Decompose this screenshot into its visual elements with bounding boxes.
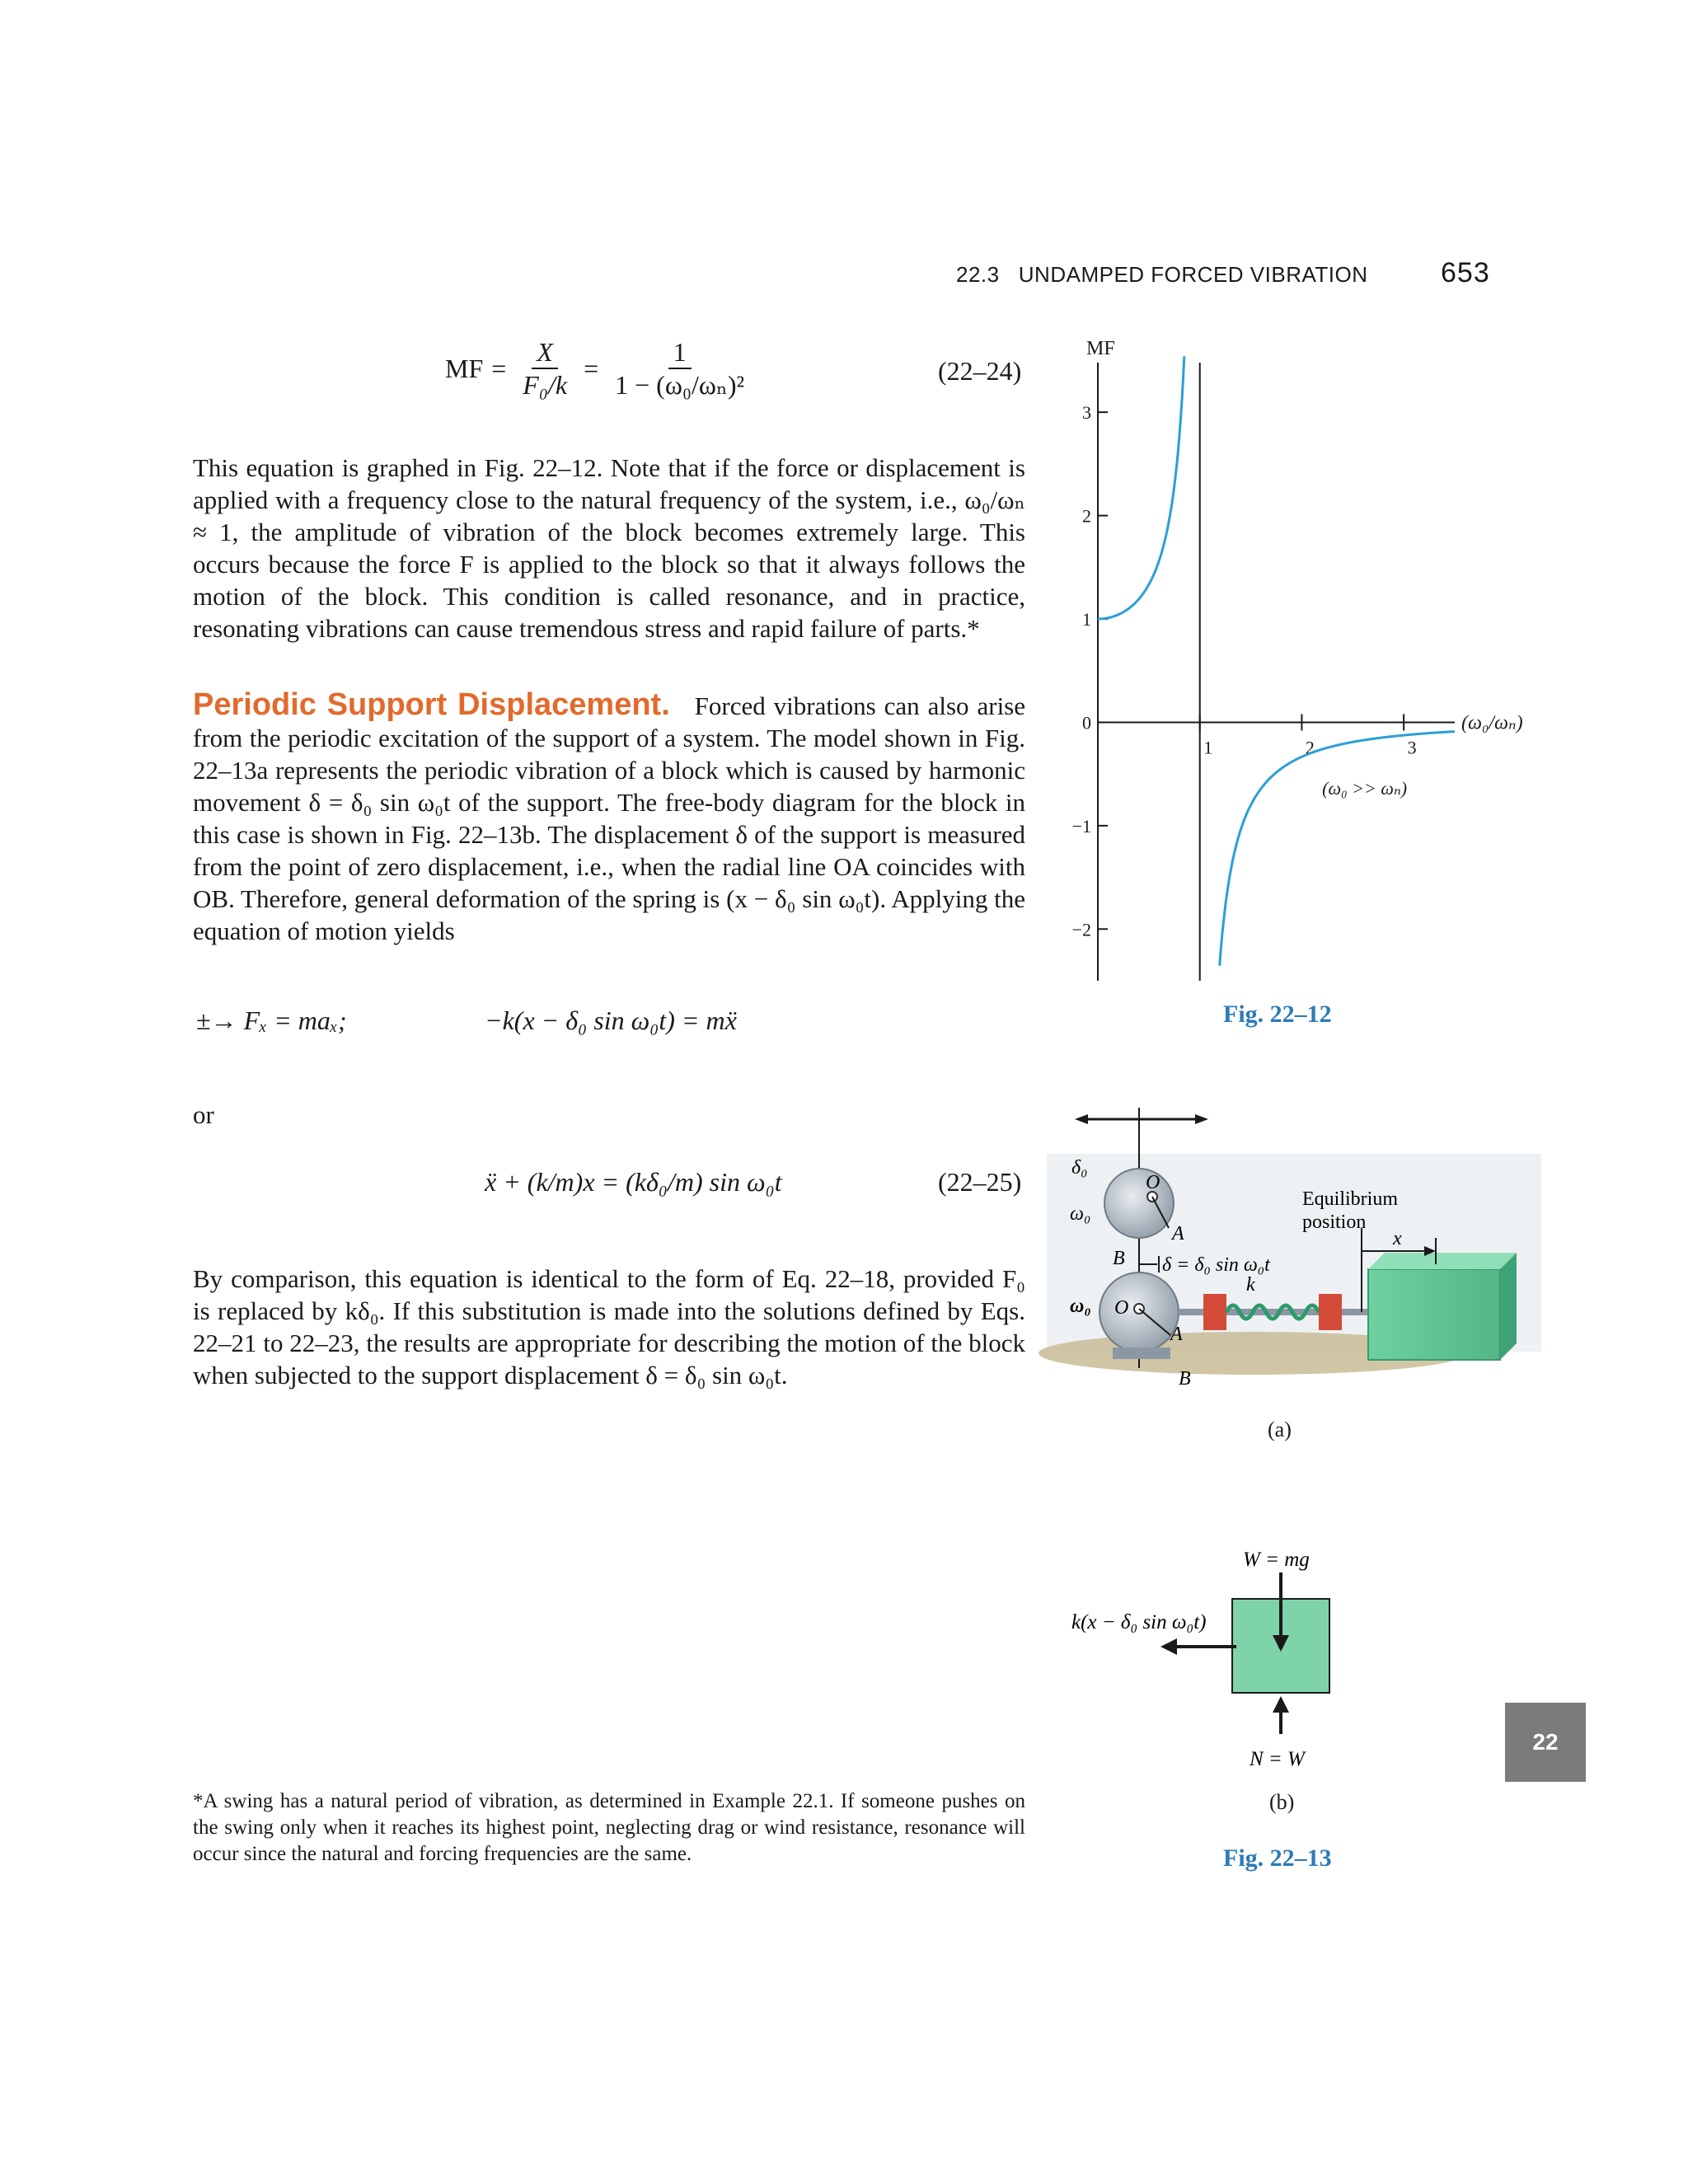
page-number: 653: [1441, 257, 1490, 288]
label-B-top: B: [1113, 1248, 1125, 1269]
arrowhead-right: [1195, 1114, 1208, 1124]
eq-fraction-2: [610, 338, 749, 399]
or-text: or: [193, 1100, 214, 1129]
footnote: *A swing has a natural period of vibration, as determined in Example 22.1. If someone pushes on the swing only when it reaches its highest point, neglecting drag or wind resistance, resonance will occur since the natural and forcing frequencies are the same.: [193, 1790, 1025, 1865]
equation-of-motion-label: ±→ Fₓ = maₓ;: [196, 1005, 347, 1035]
label-delta0: δ₀: [1071, 1157, 1088, 1179]
fbd-spring-label: k(x − δ₀ sin ω₀t): [1071, 1611, 1207, 1633]
eq-lhs: MF: [445, 353, 484, 383]
eq-den2: 1 − (ω₀/ωₙ)²: [615, 370, 745, 400]
chapter-tab: 22: [1505, 1703, 1586, 1782]
arrowhead-left: [1075, 1114, 1088, 1124]
eq-num2: 1: [668, 338, 692, 369]
figure-22-12-caption: Fig. 22–12: [1223, 1001, 1332, 1028]
figure-22-12-chart: [1055, 330, 1523, 1014]
label-omega0-lower: ω₀: [1070, 1296, 1091, 1317]
spring-mount-left: [1203, 1294, 1226, 1330]
eq-num1: X: [537, 337, 553, 367]
fbd-center-dot: [1278, 1644, 1283, 1649]
chart-annotation: (ω₀ >> ωₙ): [1322, 778, 1408, 799]
figure-22-13a-label: (a): [1268, 1418, 1292, 1441]
y-axis-label: MF: [1086, 338, 1115, 359]
label-B-lower: B: [1179, 1368, 1191, 1390]
label-O-top: O: [1146, 1172, 1160, 1193]
label-x: x: [1393, 1228, 1402, 1249]
fbd-normal-label: N = W: [1250, 1748, 1305, 1770]
y-tick-label: −1: [1071, 815, 1091, 837]
equation-number-22-25: (22–25): [938, 1167, 1022, 1197]
x-axis-label: (ω₀/ωₙ): [1461, 712, 1523, 734]
block-side: [1500, 1253, 1517, 1360]
support-base: [1113, 1347, 1170, 1359]
y-tick-label: 2: [1082, 505, 1091, 527]
figure-22-13b-label: (b): [1269, 1790, 1295, 1814]
paragraph-comparison: By comparison, this equation is identical to the form of Eq. 22–18, provided F₀ is replaced by kδ₀. If this substitution is made into the solutions defined by Eqs. 22–21 to 22–23, the results are appropriate for describing the motion of the block when subjected to the support displacement δ = δ₀ sin ω₀t.: [193, 1264, 1025, 1390]
section-heading: Periodic Support Displacement.: [193, 687, 670, 722]
x-tick-label: 2: [1305, 737, 1315, 758]
label-omega0-top: ω₀: [1070, 1203, 1091, 1225]
figure-22-13a-illustration: [1047, 1096, 1541, 1409]
label-k: k: [1246, 1274, 1255, 1296]
y-tick-label: 0: [1082, 712, 1091, 733]
fbd-spring-arrowhead: [1160, 1638, 1177, 1655]
upper-disc: [1104, 1169, 1174, 1238]
equation-22-24: MF = $\frac{X}{\text{F₀/k}}$ = $\frac{1}{\text{1 − (ω₀/ωₙ)²}}$: [445, 338, 753, 399]
section-number: 22.3: [956, 262, 1000, 287]
block-top: [1368, 1253, 1517, 1269]
label-A-lower: A: [1170, 1324, 1183, 1345]
curve-above-resonance: [1220, 732, 1455, 966]
label-A-top: A: [1172, 1223, 1184, 1244]
paragraph-support-text: Forced vibrations can also arise from the periodic excitation of the support of a system. The model shown in Fig. 22–13a represents the periodic vibration of a block which is caused by harmonic movement δ = δ₀ sin ω₀t of the support. The free-body diagram for the block in this case is shown in Fig. 22–13b. The displacement δ of the support is measured from the point of zero displacement, i.e., when the radial line OA coincides with OB. Therefore, general deformation of the spring is (x − δ₀ sin ω₀t). Applying the equation of motion yields: [193, 691, 1026, 945]
paragraph-resonance: This equation is graphed in Fig. 22–12. Note that if the force or displacement is applied with a frequency close to the natural frequency of the system, i.e., ω₀/ωₙ ≈ 1, the amplitude of vibration of the block becomes extremely large. This occurs because the force F is applied to the block so that it always follows the motion of the block. This condition is called resonance, and in practice, resonating vibrations can cause tremendous stress and rapid failure of parts.*: [193, 453, 1025, 643]
equation-number-22-24: (22–24): [938, 356, 1022, 386]
y-tick-label: 3: [1082, 402, 1091, 424]
label-delta-equation: δ = δ₀ sin ω₀t: [1162, 1254, 1270, 1276]
fbd-normal-arrowhead: [1273, 1696, 1289, 1713]
figure-22-13b-fbd: [1063, 1549, 1409, 1772]
fbd-weight-label: W = mg: [1243, 1549, 1310, 1571]
section-title: UNDAMPED FORCED VIBRATION: [1018, 262, 1368, 287]
equation-22-25: ẍ + (k/m)x = (kδ₀/m) sin ω₀t: [485, 1167, 782, 1197]
x-tick-label: 1: [1203, 737, 1213, 758]
figure-22-13-caption: Fig. 22–13: [1223, 1844, 1332, 1872]
x-tick-label: 3: [1407, 737, 1417, 758]
block: [1368, 1269, 1500, 1360]
running-head: [956, 262, 1368, 288]
label-equilibrium: Equilibrium: [1302, 1188, 1398, 1210]
curve-below-resonance: [1098, 356, 1184, 619]
eq-fraction-1: [518, 338, 572, 399]
label-O-lower: O: [1114, 1297, 1129, 1319]
spring-mount-right: [1319, 1294, 1342, 1330]
paragraph-support-displacement: [193, 689, 1025, 986]
equation-of-motion: −k(x − δ₀ sin ω₀t) = mẍ: [485, 1005, 737, 1035]
eq-den1: F₀/k: [523, 370, 568, 400]
label-position: position: [1302, 1212, 1367, 1233]
y-tick-label: 1: [1082, 609, 1091, 630]
y-tick-label: −2: [1071, 919, 1091, 940]
